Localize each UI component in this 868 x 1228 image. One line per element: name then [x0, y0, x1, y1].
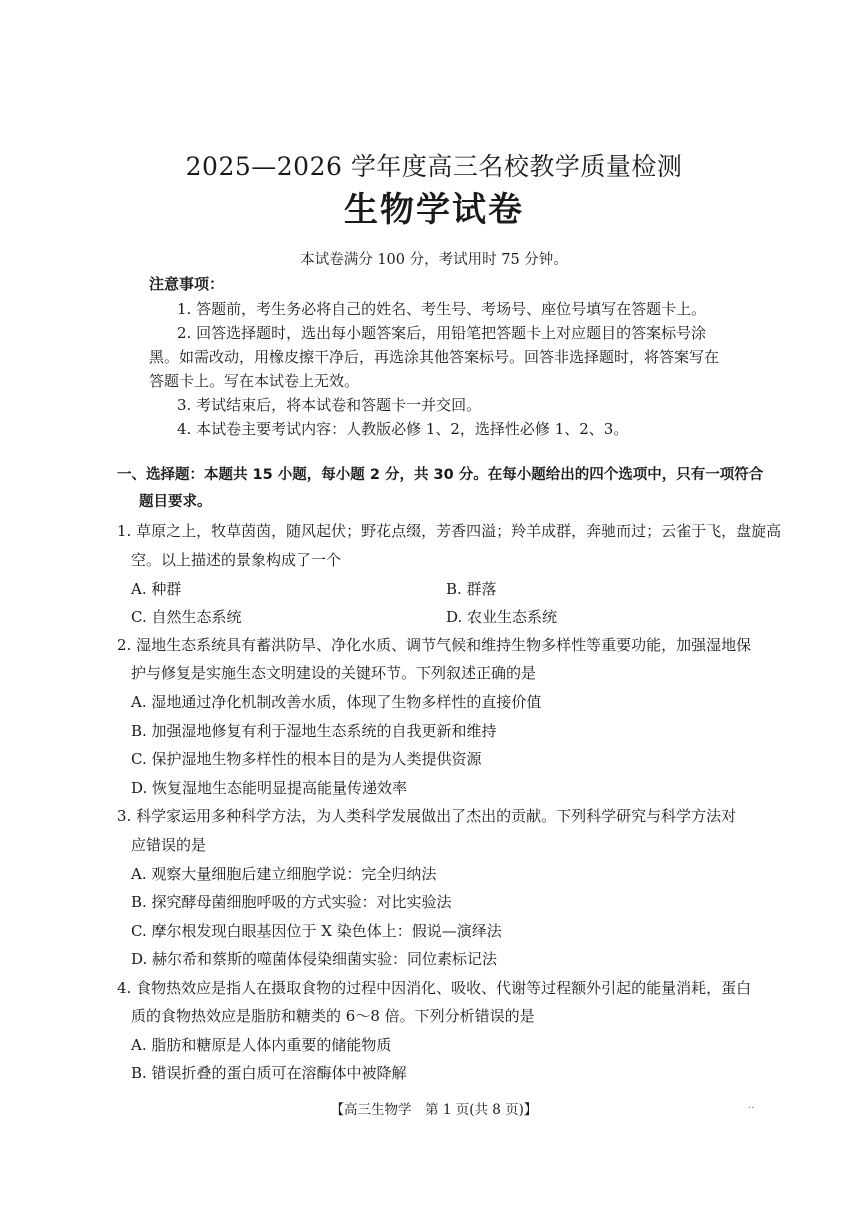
footer-mark: ..	[748, 1100, 755, 1111]
notice-line: 黑。如需改动，用橡皮擦干净后，再选涂其他答案标号。回答非选择题时，将答案写在	[149, 348, 720, 366]
question-option: B. 群落	[446, 580, 497, 598]
notice-line: 答题卡上。写在本试卷上无效。	[149, 372, 360, 390]
notice-line: 2. 回答选择题时，选出每小题答案后，用铅笔把答题卡上对应题目的答案标号涂	[177, 324, 707, 342]
notice-line: 1. 答题前，考生务必将自己的姓名、考生号、考场号、座位号填写在答题卡上。	[177, 300, 707, 318]
exam-title-line: 2025—2026 学年度高三名校教学质量检测	[185, 152, 683, 181]
question-option: B. 加强湿地修复有利于湿地生态系统的自我更新和维持	[131, 722, 497, 740]
question-stem: 1. 草原之上，牧草茵茵，随风起伏；野花点缀，芳香四溢；羚羊成群，奔驰而过；云雀于飞，盘旋高	[117, 522, 782, 540]
question-option: D. 赫尔希和蔡斯的噬菌体侵染细菌实验：同位素标记法	[131, 950, 498, 968]
question-option: C. 摩尔根发现白眼基因位于 X 染色体上：假说—演绎法	[131, 922, 502, 940]
question-option: A. 湿地通过净化机制改善水质，体现了生物多样性的直接价值	[131, 693, 542, 711]
section-heading: 一、选择题：本题共 15 小题，每小题 2 分，共 30 分。在每小题给出的四个选项中，只有一项符合	[117, 467, 764, 483]
question-stem: 3. 科学家运用多种科学方法，为人类科学发展做出了杰出的贡献。下列科学研究与科学方法对	[117, 807, 737, 825]
page-footer: 【高三生物学 第 1 页(共 8 页)】	[330, 1102, 538, 1118]
question-option: C. 保护湿地生物多样性的根本目的是为人类提供资源	[131, 750, 482, 768]
section-heading-cont: 题目要求。	[139, 494, 212, 510]
question-stem: 质的食物热效应是脂肪和糖类的 6～8 倍。下列分析错误的是	[131, 1007, 535, 1025]
question-stem: 2. 湿地生态系统具有蓄洪防旱、净化水质、调节气候和维持生物多样性等重要功能，加强湿地保	[117, 636, 752, 654]
question-stem: 4. 食物热效应是指人在摄取食物的过程中因消化、吸收、代谢等过程额外引起的能量消耗，蛋白	[117, 979, 752, 997]
notice-line: 3. 考试结束后，将本试卷和答题卡一并交回。	[177, 396, 482, 414]
question-option: B. 探究酵母菌细胞呼吸的方式实验：对比实验法	[131, 893, 452, 911]
question-option: C. 自然生态系统	[131, 608, 242, 626]
question-option: A. 种群	[131, 580, 182, 598]
question-option: D. 农业生态系统	[446, 608, 558, 626]
question-option: B. 错误折叠的蛋白质可在溶酶体中被降解	[131, 1064, 407, 1082]
notice-heading: 注意事项：	[149, 275, 225, 293]
notice-line: 4. 本试卷主要考试内容：人教版必修 1、2，选择性必修 1、2、3。	[177, 420, 629, 438]
exam-subject-title: 生物学试卷	[344, 190, 524, 230]
question-option: A. 观察大量细胞后建立细胞学说：完全归纳法	[131, 865, 437, 883]
question-option: D. 恢复湿地生态能明显提高能量传递效率	[131, 779, 408, 797]
exam-meta: 本试卷满分 100 分，考试用时 75 分钟。	[300, 252, 568, 268]
question-stem: 空。以上描述的景象构成了一个	[131, 551, 342, 569]
question-stem: 应错误的是	[131, 836, 207, 854]
question-stem: 护与修复是实施生态文明建设的关键环节。下列叙述正确的是	[131, 664, 537, 682]
question-option: A. 脂肪和糖原是人体内重要的储能物质	[131, 1036, 392, 1054]
